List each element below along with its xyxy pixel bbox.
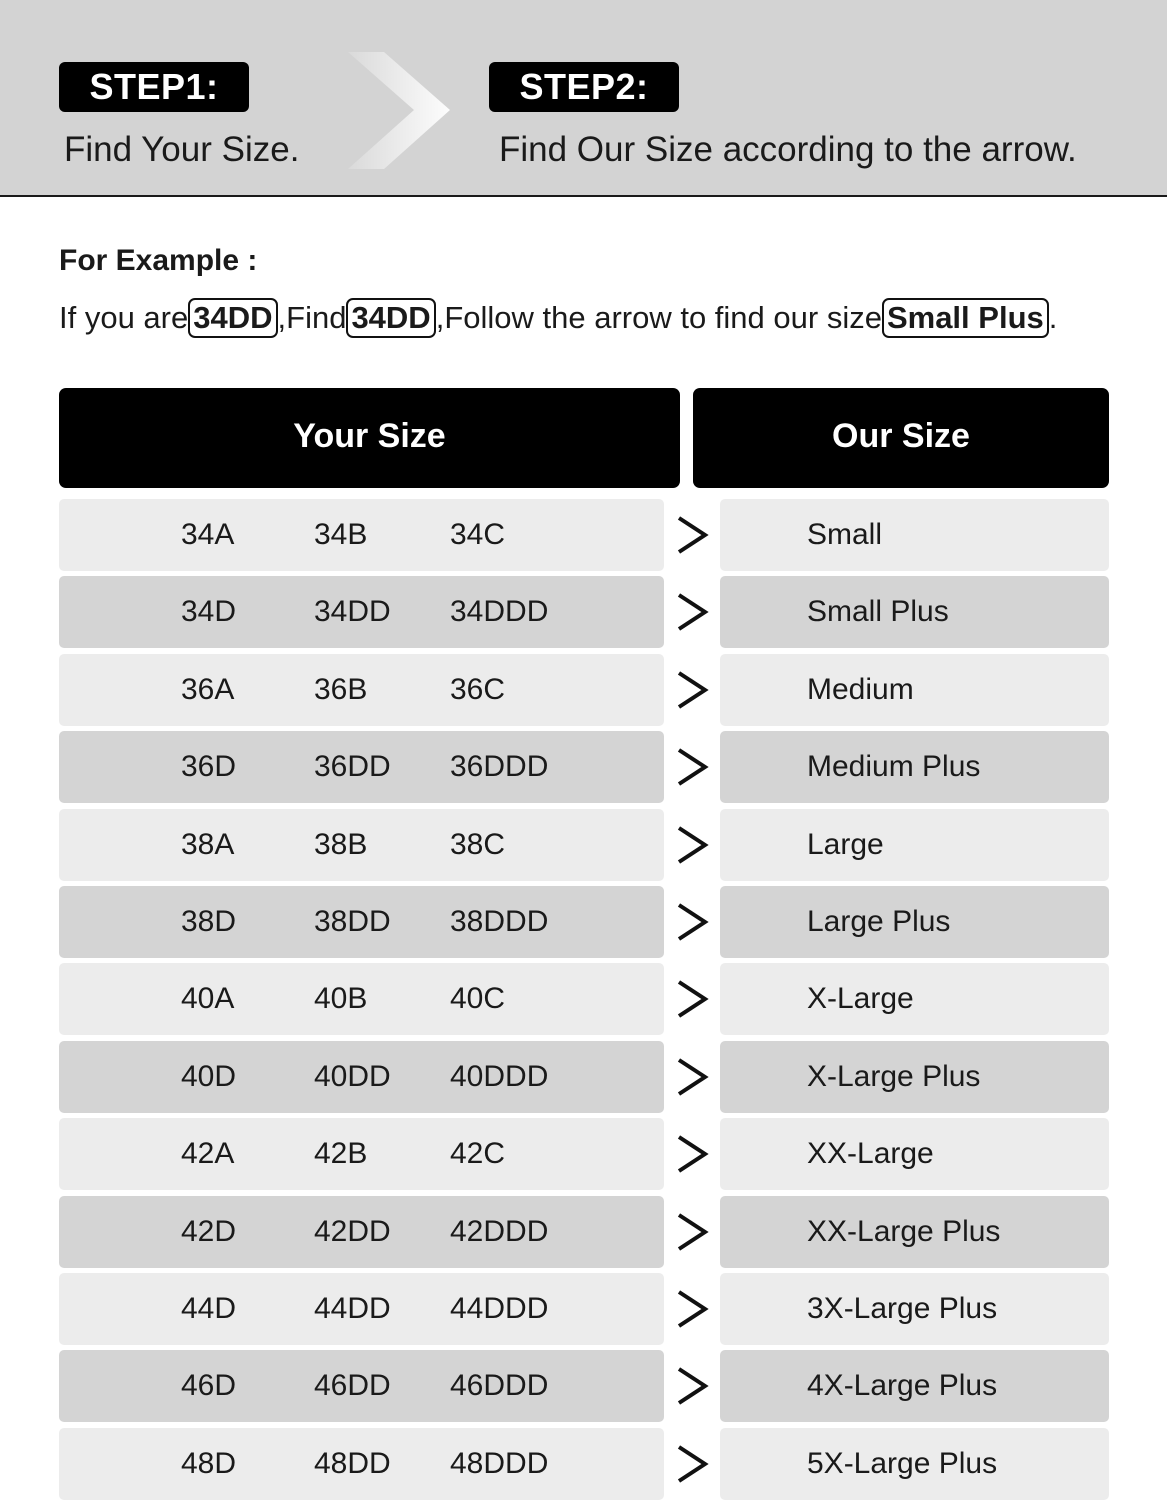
your-size-value: 40C — [450, 982, 506, 1016]
our-size-value: X-Large — [807, 982, 914, 1016]
your-size-value: 42A — [181, 1137, 235, 1171]
your-size-value: 48DDD — [450, 1446, 549, 1480]
your-size-value: 34DDD — [450, 595, 549, 629]
your-size-cell — [59, 1196, 664, 1268]
our-size-cell — [720, 963, 1109, 1035]
your-size-value: 38B — [314, 827, 368, 861]
your-size-cell — [59, 886, 664, 958]
step1-badge: STEP1: — [59, 62, 249, 112]
example-title: For Example : — [59, 244, 258, 277]
our-size-cell — [720, 1118, 1109, 1190]
our-size-value: XX-Large — [807, 1137, 934, 1171]
example-text-3: ,Follow the arrow to find our size — [435, 300, 882, 335]
our-size-cell — [720, 1041, 1109, 1113]
chevron-right-icon — [674, 978, 710, 1020]
table-row — [0, 963, 1167, 1040]
step2-badge: STEP2: — [489, 62, 679, 112]
your-size-value: 40D — [181, 1059, 237, 1093]
your-size-value: 34A — [181, 518, 235, 551]
your-size-value: 38C — [450, 827, 506, 861]
your-size-cell — [59, 963, 664, 1035]
chevron-right-icon — [340, 48, 455, 173]
chevron-right-icon — [674, 1211, 710, 1253]
our-size-cell — [720, 1350, 1109, 1422]
our-size-value: Medium — [807, 672, 914, 706]
your-size-value: 44DD — [314, 1291, 391, 1325]
your-size-value: 42DDD — [450, 1214, 549, 1248]
your-size-header: Your Size — [59, 388, 680, 488]
chevron-right-icon — [674, 591, 710, 633]
your-size-value: 46D — [181, 1369, 237, 1403]
your-size-value: 36DDD — [450, 750, 549, 784]
table-row — [0, 809, 1167, 886]
chevron-right-icon — [674, 1365, 710, 1407]
our-size-value: Large Plus — [807, 904, 951, 938]
example-size-box: 34DD — [346, 298, 435, 338]
our-size-cell — [720, 654, 1109, 726]
example-text-4: . — [1048, 300, 1058, 335]
your-size-cell — [59, 1041, 664, 1113]
your-size-value: 42B — [314, 1137, 368, 1171]
your-size-value: 34D — [181, 595, 237, 629]
your-size-value: 42D — [181, 1214, 237, 1248]
your-size-value: 34DD — [314, 595, 391, 629]
example-text-2: ,Find — [277, 300, 347, 335]
your-size-value: 44D — [181, 1291, 237, 1325]
chevron-right-icon — [674, 1133, 710, 1175]
your-size-value: 38DDD — [450, 904, 549, 938]
our-size-cell — [720, 499, 1109, 571]
your-size-cell — [59, 1428, 664, 1500]
your-size-cell — [59, 1118, 664, 1190]
step1-text: Find Your Size. — [64, 130, 300, 169]
chevron-right-icon — [674, 901, 710, 943]
your-size-value: 40DD — [314, 1059, 391, 1093]
our-size-cell — [720, 576, 1109, 648]
our-size-value: X-Large Plus — [807, 1059, 981, 1093]
our-size-value: XX-Large Plus — [807, 1214, 1001, 1248]
chevron-right-icon — [674, 746, 710, 788]
chevron-right-icon — [674, 1056, 710, 1098]
chevron-right-icon — [674, 1288, 710, 1330]
table-row — [0, 1428, 1167, 1505]
your-size-value: 36A — [181, 672, 235, 706]
example-our-size-box: Small Plus — [882, 298, 1049, 338]
your-size-cell — [59, 1273, 664, 1345]
chevron-right-icon — [674, 1443, 710, 1485]
our-size-cell — [720, 1196, 1109, 1268]
chevron-right-icon — [674, 669, 710, 711]
your-size-value: 44DDD — [450, 1291, 549, 1325]
chevron-right-icon — [674, 824, 710, 866]
our-size-cell — [720, 1428, 1109, 1500]
your-size-value: 36B — [314, 672, 368, 706]
table-row — [0, 886, 1167, 963]
your-size-value: 48DD — [314, 1446, 391, 1480]
our-size-value: 4X-Large Plus — [807, 1369, 998, 1403]
steps-banner — [0, 0, 1167, 197]
table-row — [0, 499, 1167, 576]
your-size-value: 48D — [181, 1446, 237, 1480]
your-size-value: 38A — [181, 827, 235, 861]
table-row — [0, 731, 1167, 808]
example-size-box: 34DD — [188, 298, 277, 338]
your-size-value: 46DDD — [450, 1369, 549, 1403]
our-size-value: Medium Plus — [807, 750, 981, 784]
your-size-value: 36C — [450, 672, 506, 706]
your-size-value: 40A — [181, 982, 235, 1016]
our-size-value: Large — [807, 827, 884, 861]
your-size-value: 36D — [181, 750, 237, 784]
step2-text: Find Our Size according to the arrow. — [499, 130, 1077, 169]
our-size-value: Small — [807, 518, 883, 551]
our-size-cell — [720, 886, 1109, 958]
our-size-cell — [720, 809, 1109, 881]
your-size-cell — [59, 809, 664, 881]
chevron-right-icon — [674, 514, 710, 556]
your-size-cell — [59, 654, 664, 726]
table-row — [0, 1118, 1167, 1195]
table-row — [0, 1350, 1167, 1427]
table-row — [0, 654, 1167, 731]
your-size-value: 40DDD — [450, 1059, 549, 1093]
your-size-value: 40B — [314, 982, 368, 1016]
size-table — [0, 499, 1167, 1505]
your-size-value: 34B — [314, 518, 368, 551]
your-size-cell — [59, 731, 664, 803]
example-sentence — [59, 297, 1057, 339]
your-size-value: 36DD — [314, 750, 391, 784]
our-size-cell — [720, 1273, 1109, 1345]
table-row — [0, 576, 1167, 653]
your-size-value: 34C — [450, 518, 506, 551]
your-size-value: 42C — [450, 1137, 506, 1171]
your-size-value: 46DD — [314, 1369, 391, 1403]
your-size-value: 42DD — [314, 1214, 391, 1248]
your-size-cell — [59, 1350, 664, 1422]
your-size-cell — [59, 576, 664, 648]
your-size-value: 38DD — [314, 904, 391, 938]
our-size-value: Small Plus — [807, 595, 949, 629]
example-text-1: If you are — [59, 300, 189, 335]
your-size-value: 38D — [181, 904, 237, 938]
our-size-value: 3X-Large Plus — [807, 1291, 998, 1325]
your-size-cell — [59, 499, 664, 571]
our-size-header: Our Size — [693, 388, 1109, 488]
table-row — [0, 1041, 1167, 1118]
our-size-value: 5X-Large Plus — [807, 1446, 998, 1480]
our-size-cell — [720, 731, 1109, 803]
table-row — [0, 1196, 1167, 1273]
table-row — [0, 1273, 1167, 1350]
